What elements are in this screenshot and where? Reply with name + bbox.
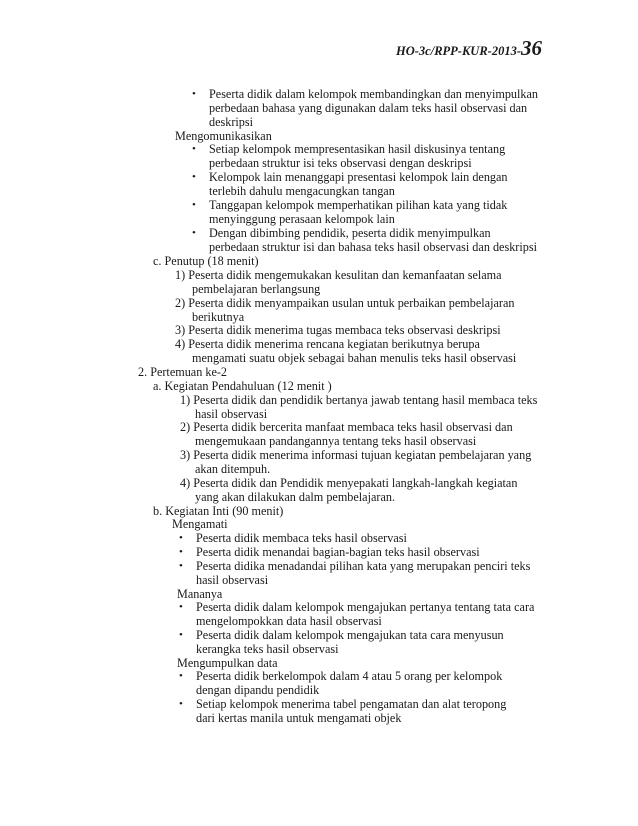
text-line: 2. Pertemuan ke-2 <box>138 365 228 379</box>
text-line: yang akan dilakukan dalm pembelajaran. <box>195 490 395 504</box>
text-line: 4) Peserta didik menerima rencana kegiatan berikutnya berupa <box>175 337 480 351</box>
text-line: Mananya <box>177 587 223 601</box>
text-line: Mengamati <box>172 517 228 531</box>
text-line: mengelompokkan data hasil observasi <box>196 614 382 628</box>
text-line: 1) Peserta didik dan pendidik bertanya jawab tentang hasil membaca teks <box>180 393 538 407</box>
text-line: Mengumpulkan data <box>177 656 278 670</box>
text-line: perbedaan bahasa yang digunakan dalam teks hasil observasi dan <box>209 101 528 115</box>
text-line: dengan dipandu pendidik <box>196 683 320 697</box>
text-line: perbedaan struktur isi teks observasi dengan deskripsi <box>209 156 472 170</box>
text-line: 2) Peserta didik menyampaikan usulan untuk perbaikan pembelajaran <box>175 296 515 310</box>
bullet-item: • Peserta didik dalam kelompok mengajukan pertanya tentang tata cara <box>196 601 534 614</box>
text-line: deskripsi <box>209 115 254 129</box>
document-code: HO-3c/RPP-KUR-2013- <box>396 44 521 58</box>
page-header <box>396 36 542 61</box>
bullet-item: • Tanggapan kelompok memperhatikan pilihan kata yang tidak <box>209 199 507 212</box>
bullet-item: • Peserta didika menadandai pilihan kata yang merupakan penciri teks <box>196 560 530 573</box>
bullet-item: • Peserta didik dalam kelompok membandingkan dan menyimpulkan <box>209 88 538 101</box>
text-line: 3) Peserta didik menerima informasi tujuan kegiatan pembelajaran yang <box>180 448 532 462</box>
text-line: 3) Peserta didik menerima tugas membaca teks observasi deskripsi <box>175 323 501 337</box>
text-line: terlebih dahulu mengacungkan tangan <box>209 184 395 198</box>
bullet-item: • Peserta didik membaca teks hasil observasi <box>196 532 407 545</box>
text-line: akan ditempuh. <box>195 462 271 476</box>
text-line: hasil observasi <box>196 573 269 587</box>
bullet-item: • Kelompok lain menanggapi presentasi kelompok lain dengan <box>209 171 508 184</box>
bullet-item: • Peserta didik menandai bagian-bagian teks hasil observasi <box>196 546 480 559</box>
text-line: 1) Peserta didik mengemukakan kesulitan dan kemanfaatan selama <box>175 268 502 282</box>
text-line: menyinggung perasaan kelompok lain <box>209 212 395 226</box>
text-line: mengamati suatu objek sebagai bahan menulis teks hasil observasi <box>192 351 517 365</box>
text-line: b. Kegiatan Inti (90 menit) <box>153 504 284 518</box>
bullet-item: • Peserta didik berkelompok dalam 4 atau 5 orang per kelompok <box>196 670 502 683</box>
text-line: perbedaan struktur isi dan bahasa teks hasil observasi dan deskripsi <box>209 240 537 254</box>
text-line: dari kertas manila untuk mengamati objek <box>196 711 402 725</box>
bullet-item: • Setiap kelompok mempresentasikan hasil diskusinya tentang <box>209 143 505 156</box>
bullet-item: • Peserta didik dalam kelompok mengajukan tata cara menyusun <box>196 629 504 642</box>
text-line: c. Penutup (18 menit) <box>153 254 259 268</box>
text-line: 2) Peserta didik bercerita manfaat membaca teks hasil observasi dan <box>180 420 513 434</box>
page-number: 36 <box>521 36 542 60</box>
text-line: berikutnya <box>192 310 245 324</box>
text-line: pembelajaran berlangsung <box>192 282 321 296</box>
text-line: mengemukaan pandangannya tentang teks hasil observasi <box>195 434 477 448</box>
bullet-item: • Setiap kelompok menerima tabel pengamatan dan alat teropong <box>196 698 506 711</box>
text-line: a. Kegiatan Pendahuluan (12 menit ) <box>153 379 332 393</box>
text-line: 4) Peserta didik dan Pendidik menyepakati langkah-langkah kegiatan <box>180 476 518 490</box>
text-line: kerangka teks hasil observasi <box>196 642 339 656</box>
text-line: Mengomunikasikan <box>175 129 272 143</box>
text-line: hasil observasi <box>195 407 268 421</box>
bullet-item: • Dengan dibimbing pendidik, peserta didik menyimpulkan <box>209 227 491 240</box>
